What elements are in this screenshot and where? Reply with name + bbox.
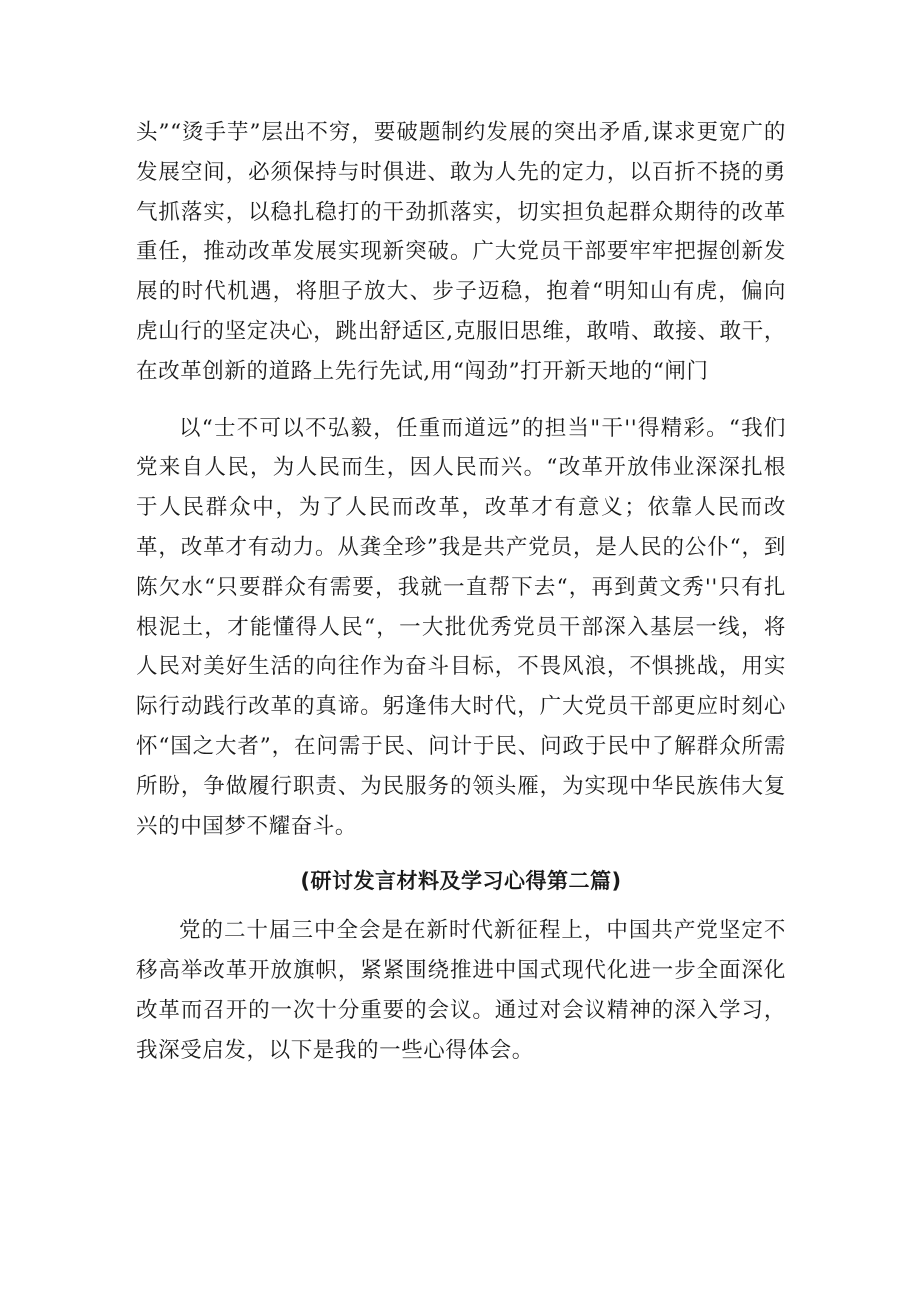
paragraph-2: 以“士不可以不弘毅，任重而道远”的担当"干''得精彩。“我们党来自人民，为人民而生，因人民而兴。“改革开放伟业深深扎根于人民群众中，为了人民而改革，改革才有意义；依靠人民而改革，改革才有动力。从龚全珍”我是共产党员，是人民的公仆“，到陈欠水“只要群众有需要，我就一直帮下去“，再到黄文秀''只有扎根泥土，才能懂得人民“，一大批优秀党员干部深入基层一线，将人民对美好生活的向往作为奋斗目标，不畏风浪，不惧挑战，用实际行动践行改革的真谛。躬逢伟大时代，广大党员干部更应时刻心怀“国之大者”，在问需于民、问计于民、问政于民中了解群众所需所盼，争做履行职责、为民服务的领头雁，为实现中华民族伟大复兴的中国梦不耀奋斗。 <box>136 415 787 839</box>
section-heading: (研讨发言材料及学习心得第二篇) <box>300 869 622 894</box>
document-body <box>136 113 786 1071</box>
paragraph-3: 党的二十届三中全会是在新时代新征程上，中国共产党坚定不移高举改革开放旗帜，紧紧围绕推进中国式现代化进一步全面深化改革而召开的一次十分重要的会议。通过对会议精神的深入学习，我深受启发，以下是我的一些心得体会。 <box>136 918 786 1063</box>
paragraph-1: 头”“烫手芋”层出不穷，要破题制约发展的突出矛盾,谋求更宽广的发展空间，必须保持与时俱进、敢为人先的定力，以百折不挠的勇气抓落实，以稳扎稳打的干劲抓落实，切实担负起群众期待的改革重任，推动改革发展实现新突破。广大党员干部要牢牢把握创新发展的时代机遇，将胆子放大、步子迈稳，抱着“明知山有虎，偏向虎山行的坚定决心，跳出舒适区,克服旧思维，敢啃、敢接、敢干，在改革创新的道路上先行先试,用“闯劲”打开新天地的“闸门 <box>136 120 786 384</box>
